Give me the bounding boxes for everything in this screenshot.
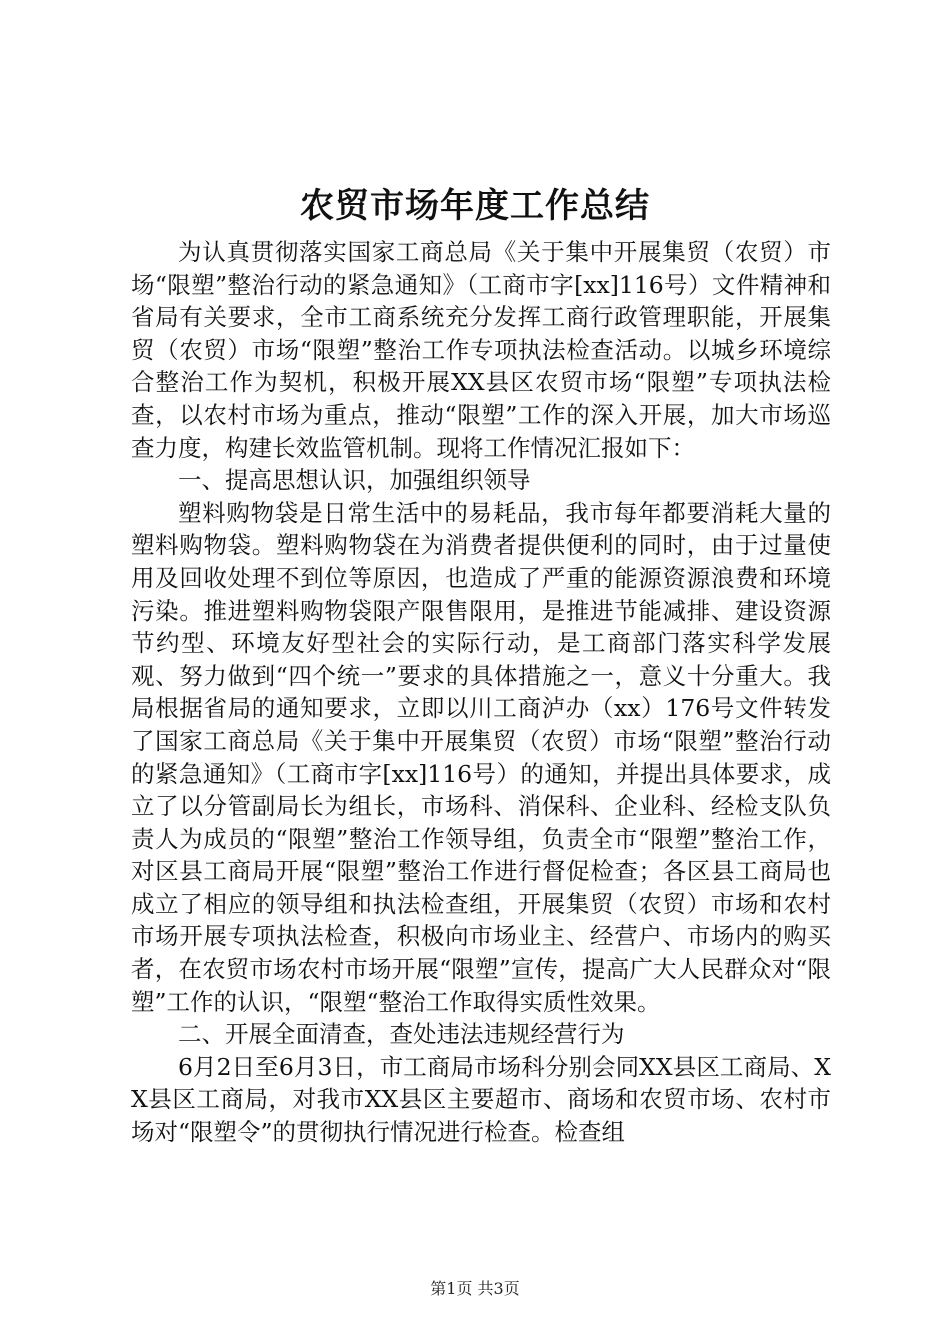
section-2-paragraph: 6月2日至6月3日，市工商局市场科分别会同XX县区工商局、XX县区工商局，对我市XX县区主要超市、商场和农贸市场、农村市场对“限塑令”的贯彻执行情况进行检查。检查组 <box>131 1052 831 1147</box>
section-heading-2: 二、开展全面清查，查处违法违规经营行为 <box>178 1020 625 1049</box>
document-title: 农贸市场年度工作总结 <box>300 186 650 226</box>
document-body <box>131 236 831 1149</box>
intro-paragraph: 为认真贯彻落实国家工商总局《关于集中开展集贸（农贸）市场“限塑”整治行动的紧急通知》（工商市字[xx]116号）文件精神和省局有关要求，全市工商系统充分发挥工商行政管理职能，开展集贸（农贸）市场“限塑”整治工作专项执法检查活动。以城乡环境综合整治工作为契机，积极开展XX县区农贸市场“限塑”专项执法检查，以农村市场为重点，推动“限塑”工作的深入开展，加大市场巡查力度，构建长效监管机制。现将工作情况汇报如下： <box>131 238 831 462</box>
section-1-paragraph: 塑料购物袋是日常生活中的易耗品，我市每年都要消耗大量的塑料购物袋。塑料购物袋在为消费者提供便利的同时，由于过量使用及回收处理不到位等原因，也造成了严重的能源资源浪费和环境污染。推进塑料购物袋限产限售限用，是推进节能减排、建设资源节约型、环境友好型社会的实际行动，是工商部门落实科学发展观、努力做到“四个统一”要求的具体措施之一，意义十分重大。我局根据省局的通知要求，立即以川工商泸办（xx）176号文件转发了国家工商总局《关于集中开展集贸（农贸）市场“限塑”整治行动的紧急通知》（工商市字[xx]116号）的通知，并提出具体要求，成立了以分管副局长为组长，市场科、消保科、企业科、经检支队负责人为成员的“限塑”整治工作领导组，负责全市“限塑”整治工作，对区县工商局开展“限塑”整治工作进行督促检查；各区县工商局也成立了相应的领导组和执法检查组，开展集贸（农贸）市场和农村市场开展专项执法检查，积极向市场业主、经营户、市场内的购买者，在农贸市场农村市场开展“限塑”宣传，提高广大人民群众对“限塑”工作的认识，“限塑“整治工作取得实质性效果。 <box>131 498 831 1016</box>
page-number-footer: 第1页 共3页 <box>430 1279 520 1298</box>
section-heading-1: 一、提高思想认识，加强组织领导 <box>178 466 531 495</box>
